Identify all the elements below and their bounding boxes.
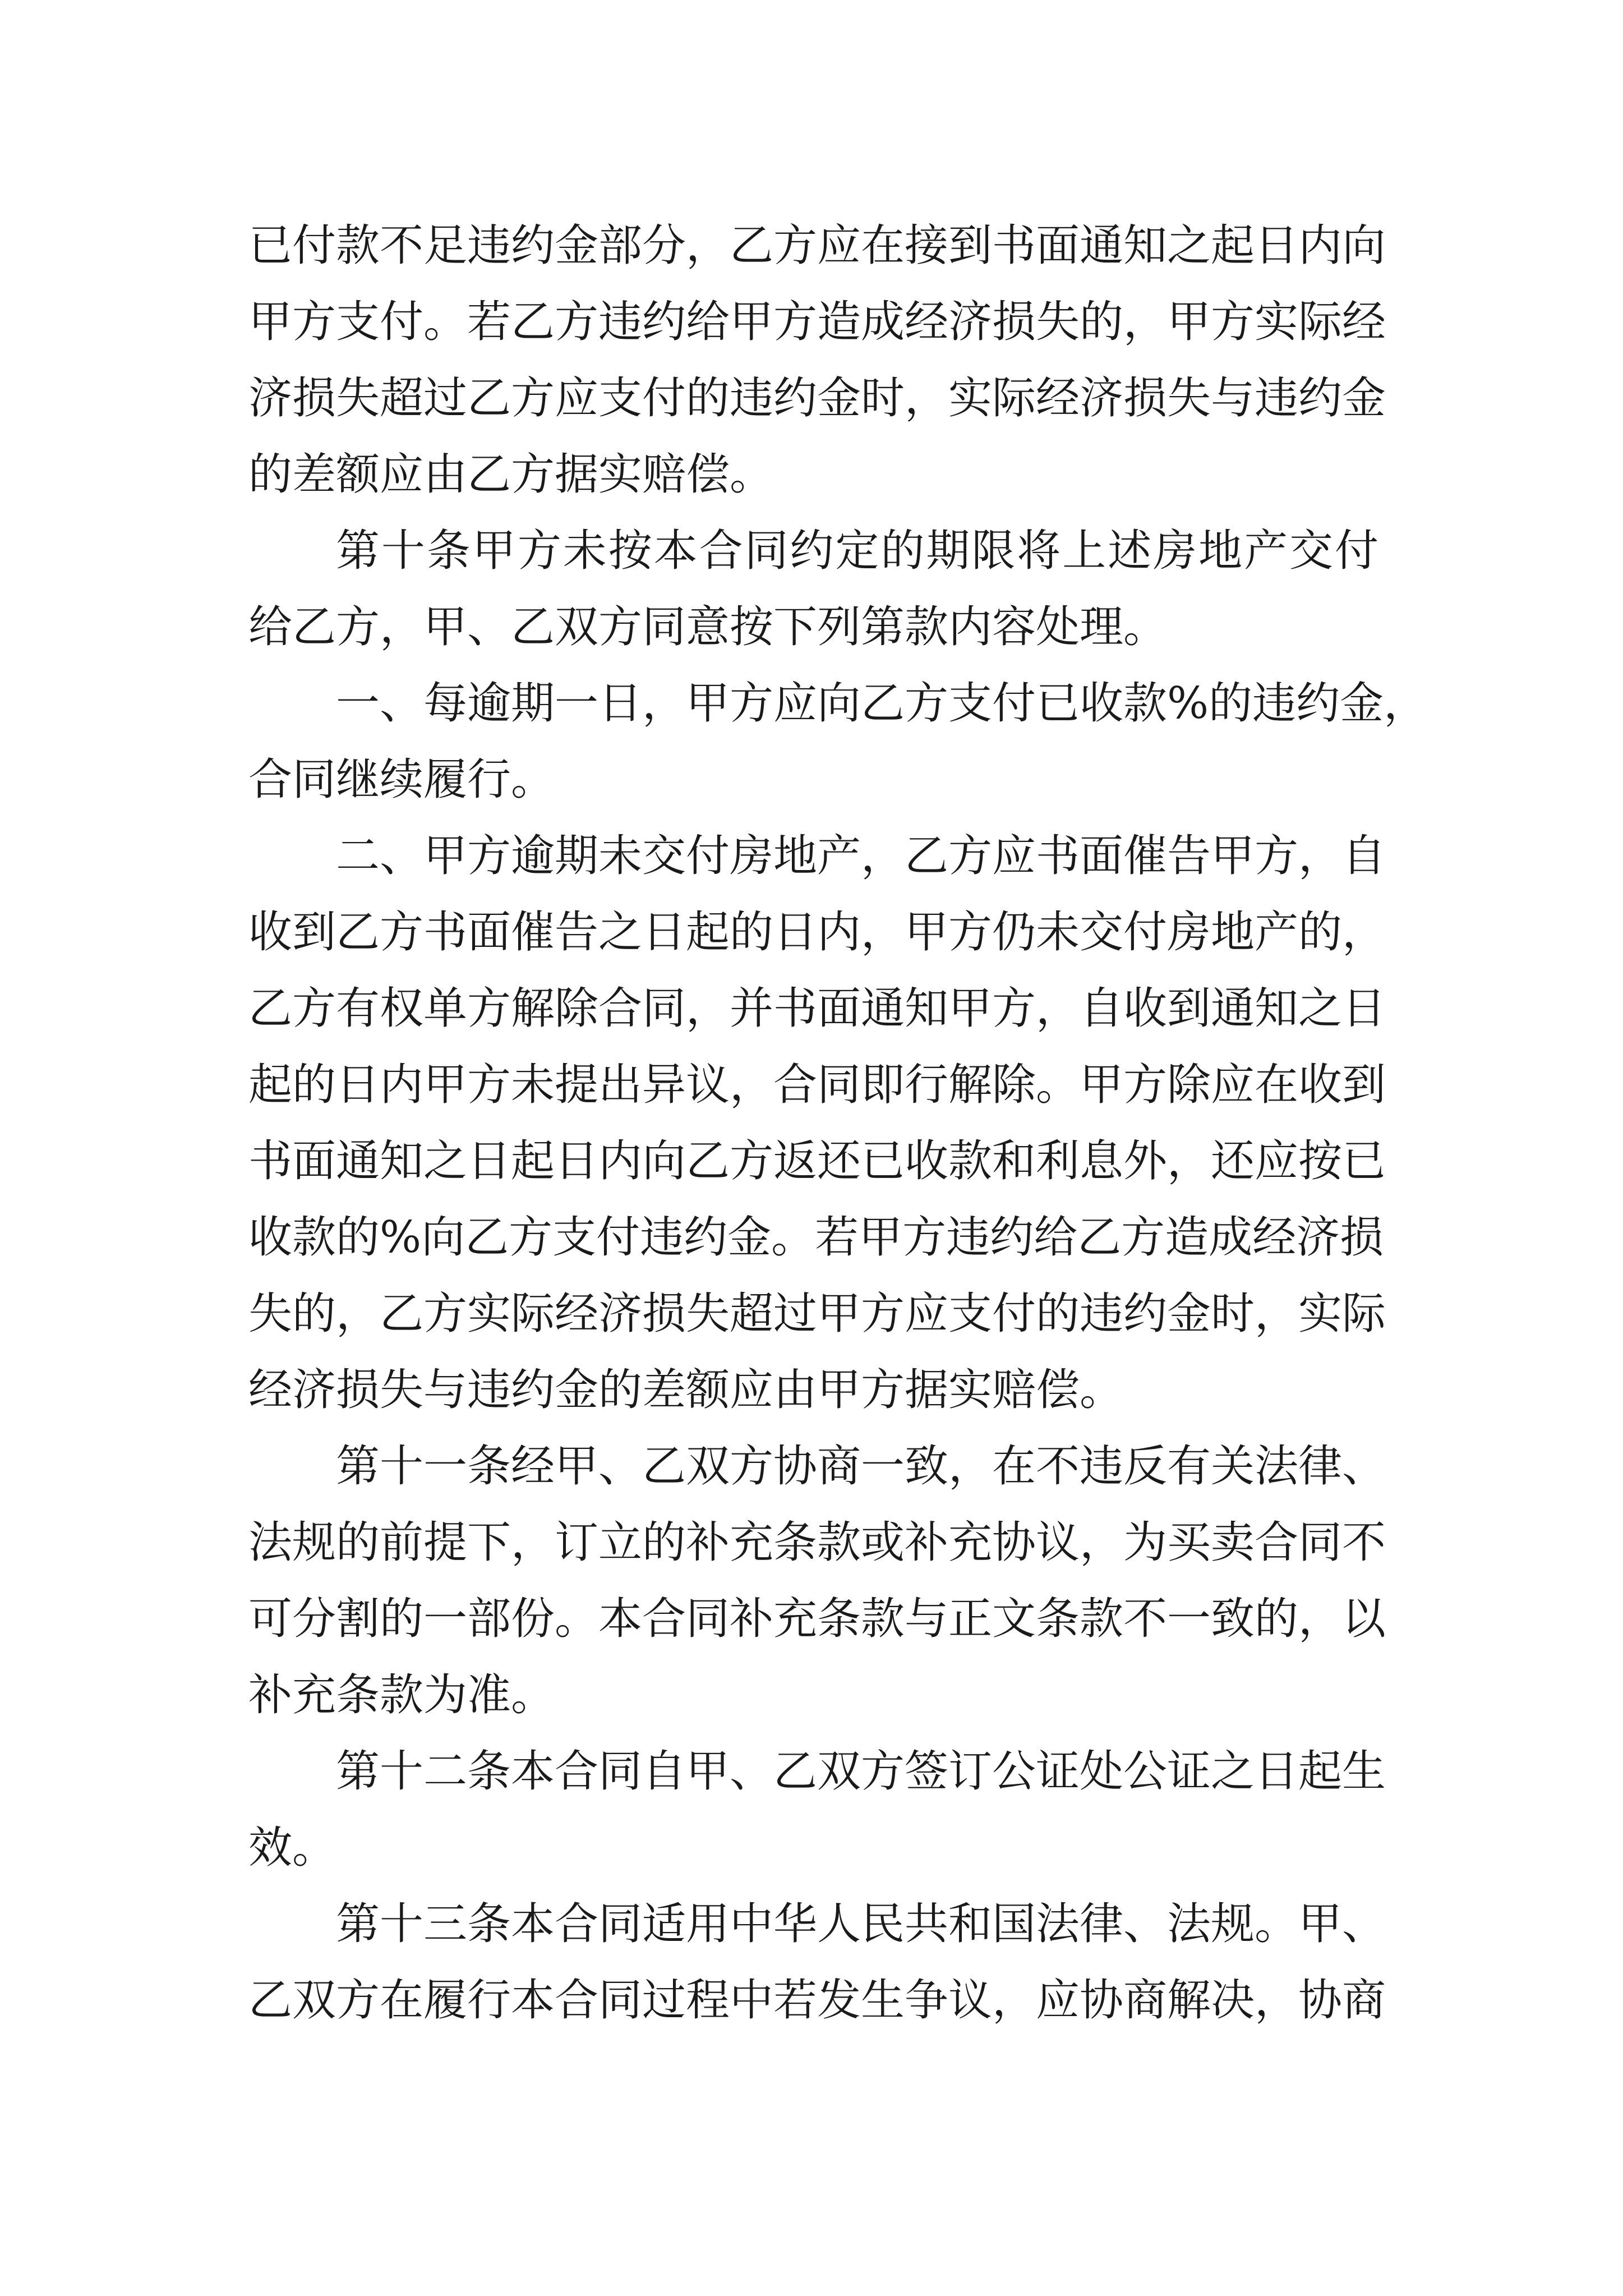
text-line: 二、甲方逾期未交付房地产，乙方应书面催告甲方，自 xyxy=(336,831,1386,881)
text-line: 甲方支付。若乙方违约给甲方造成经济损失的，甲方实际经 xyxy=(248,297,1386,347)
text-line: 起的日内甲方未提出异议，合同即行解除。甲方除应在收到 xyxy=(248,1060,1386,1110)
text-line: 一、每逾期一日，甲方应向乙方支付已收款%的违约金， xyxy=(336,678,1428,729)
text-line: 乙双方在履行本合同过程中若发生争议，应协商解决，协商 xyxy=(248,1975,1386,2026)
contract-body-text xyxy=(248,208,1428,2039)
text-line: 收款的%向乙方支付违约金。若甲方违约给乙方造成经济损 xyxy=(248,1212,1384,1263)
text-line: 合同继续履行。 xyxy=(248,754,555,805)
text-line: 可分割的一部份。本合同补充条款与正文条款不一致的，以 xyxy=(248,1594,1386,1644)
text-line: 第十条甲方未按本合同约定的期限将上述房地产交付 xyxy=(336,526,1378,576)
text-line: 书面通知之日起日内向乙方返还已收款和利息外，还应按已 xyxy=(248,1136,1386,1186)
text-line: 第十一条经甲、乙双方协商一致，在不违反有关法律、 xyxy=(336,1441,1386,1492)
text-line: 收到乙方书面催告之日起的日内，甲方仍未交付房地产的， xyxy=(248,907,1386,958)
text-line: 经济损失与违约金的差额应由甲方据实赔偿。 xyxy=(248,1365,1124,1415)
text-line: 补充条款为准。 xyxy=(248,1670,555,1720)
text-line: 的差额应由乙方据实赔偿。 xyxy=(248,449,774,500)
text-line: 效。 xyxy=(248,1823,336,1873)
text-line: 济损失超过乙方应支付的违约金时，实际经济损失与违约金 xyxy=(248,373,1386,424)
text-line: 失的，乙方实际经济损失超过甲方应支付的违约金时，实际 xyxy=(248,1289,1386,1339)
text-line: 第十三条本合同适用中华人民共和国法律、法规。甲、 xyxy=(336,1899,1386,1949)
text-line: 法规的前提下，订立的补充条款或补充协议，为买卖合同不 xyxy=(248,1517,1386,1568)
text-line: 第十二条本合同自甲、乙双方签订公证处公证之日起生 xyxy=(336,1746,1386,1797)
text-line: 乙方有权单方解除合同，并书面通知甲方，自收到通知之日 xyxy=(248,983,1386,1034)
text-line: 给乙方，甲、乙双方同意按下列第款内容处理。 xyxy=(248,602,1168,652)
text-line: 已付款不足违约金部分，乙方应在接到书面通知之起日内向 xyxy=(248,220,1386,271)
